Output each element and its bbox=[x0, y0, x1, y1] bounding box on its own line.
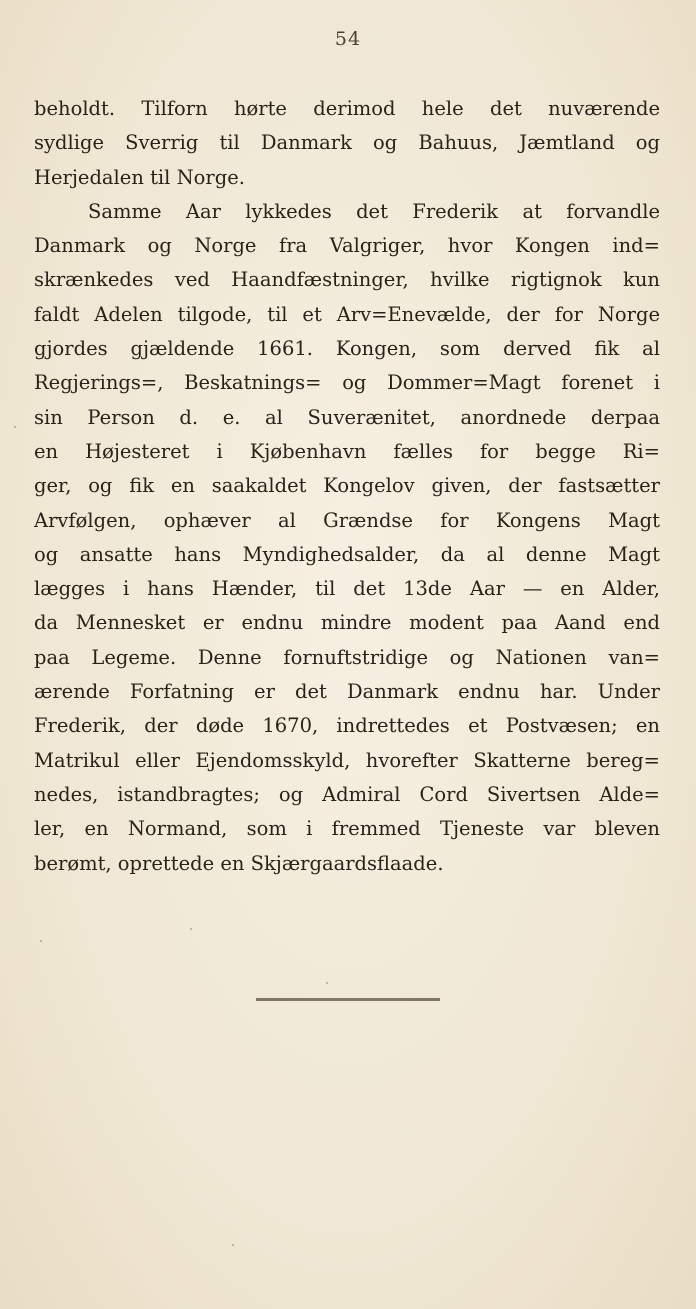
paper-speck bbox=[326, 982, 328, 984]
text-line: da Mennesket er endnu mindre modent paa Aand end bbox=[34, 611, 660, 635]
text-line: berømt, oprettede en Skjærgaardsflaade. bbox=[34, 851, 444, 875]
text-line: Danmark og Norge fra Valgriger, hvor Kongen ind= bbox=[34, 234, 660, 258]
text-line: lægges i hans Hænder, til det 13de Aar — en Alder, bbox=[34, 577, 660, 601]
text-line: ærende Forfatning er det Danmark endnu har. Under bbox=[34, 680, 660, 704]
body-text bbox=[34, 92, 660, 881]
paper-speck bbox=[190, 928, 192, 930]
text-line: gjordes gjældende 1661. Kongen, som derved fik al bbox=[34, 337, 660, 361]
text-line: nedes, istandbragtes; og Admiral Cord Sivertsen Alde= bbox=[34, 782, 660, 806]
text-line: faldt Adelen tilgode, til et Arv=Enevælde, der for Norge bbox=[34, 302, 660, 326]
text-line: Arvfølgen, ophæver al Grændse for Kongens Magt bbox=[34, 508, 660, 532]
text-line: Herjedalen til Norge. bbox=[34, 165, 245, 189]
section-divider-rule bbox=[256, 998, 440, 1001]
text-line: sin Person d. e. al Suverænitet, anordnede derpaa bbox=[34, 405, 660, 429]
text-line: skrænkedes ved Haandfæstninger, hvilke rigtignok kun bbox=[34, 268, 660, 292]
paper-speck bbox=[40, 940, 42, 942]
text-line: og ansatte hans Myndighedsalder, da al denne Magt bbox=[34, 542, 660, 566]
text-line: ler, en Normand, som i fremmed Tjeneste var bleven bbox=[34, 817, 660, 841]
page-number: 54 bbox=[334, 28, 362, 50]
text-line: Matrikul eller Ejendomsskyld, hvorefter Skatterne bereg= bbox=[34, 748, 660, 772]
text-line: Samme Aar lykkedes det Frederik at forvandle bbox=[88, 199, 660, 223]
text-line: beholdt. Tilforn hørte derimod hele det nuværende bbox=[34, 97, 660, 120]
text-line: Frederik, der døde 1670, indrettedes et Postvæsen; en bbox=[34, 714, 660, 738]
paper-speck bbox=[14, 426, 16, 428]
text-line: sydlige Sverrig til Danmark og Bahuus, Jæmtland og bbox=[34, 131, 660, 155]
text-line: ger, og fik en saakaldet Kongelov given, der fastsætter bbox=[34, 474, 660, 498]
text-line: Regjerings=, Beskatnings= og Dommer=Magt forenet i bbox=[34, 371, 660, 395]
text-line: paa Legeme. Denne fornuftstridige og Nationen van= bbox=[34, 645, 660, 669]
paper-speck bbox=[232, 1244, 234, 1246]
text-line: en Højesteret i Kjøbenhavn fælles for begge Ri= bbox=[34, 439, 660, 463]
